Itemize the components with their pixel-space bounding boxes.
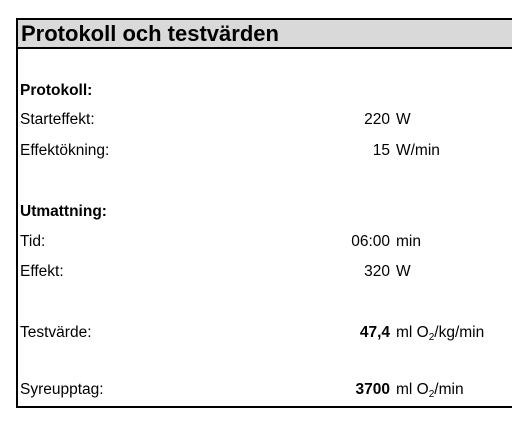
time-unit: min	[396, 233, 421, 250]
oxygen-uptake-unit-sub: 2	[428, 389, 435, 400]
row-start-effect	[18, 109, 512, 131]
section-heading-protocol	[18, 80, 512, 102]
effect-increase-label: Effektökning:	[20, 142, 110, 159]
time-label: Tid:	[20, 233, 46, 250]
oxygen-uptake-label: Syreupptag:	[20, 381, 104, 398]
row-time	[18, 231, 512, 253]
effect-increase-value: 15	[372, 142, 390, 159]
title-bar	[18, 20, 512, 49]
start-effect-label: Starteffekt:	[20, 111, 95, 128]
time-value: 06:00	[351, 233, 390, 250]
row-test-value	[18, 322, 512, 344]
row-effect-increase	[18, 140, 512, 162]
oxygen-uptake-unit-pre: ml O	[396, 381, 429, 398]
test-value-unit-pre: ml O	[396, 324, 429, 341]
effect-label: Effekt:	[20, 263, 64, 280]
protocol-heading: Protokoll:	[20, 82, 93, 99]
test-value-label: Testvärde:	[20, 324, 92, 341]
oxygen-uptake-unit	[396, 379, 464, 401]
test-value-unit-sub: 2	[428, 332, 435, 343]
row-oxygen-uptake	[18, 379, 512, 401]
test-value-value: 47,4	[359, 324, 390, 341]
effect-value: 320	[364, 263, 390, 280]
start-effect-unit: W	[396, 111, 411, 128]
effect-unit: W	[396, 263, 411, 280]
oxygen-uptake-unit-post: /min	[434, 381, 464, 398]
page-title: Protokoll och testvärden	[21, 21, 279, 46]
test-value-unit	[396, 322, 484, 344]
effect-increase-unit: W/min	[396, 142, 440, 159]
row-effect	[18, 261, 512, 283]
test-value-unit-post: /kg/min	[434, 324, 485, 341]
section-heading-fatigue	[18, 201, 512, 223]
oxygen-uptake-value: 3700	[355, 381, 390, 398]
start-effect-value: 220	[364, 111, 390, 128]
protocol-table	[16, 18, 512, 408]
fatigue-heading: Utmattning:	[20, 203, 107, 220]
